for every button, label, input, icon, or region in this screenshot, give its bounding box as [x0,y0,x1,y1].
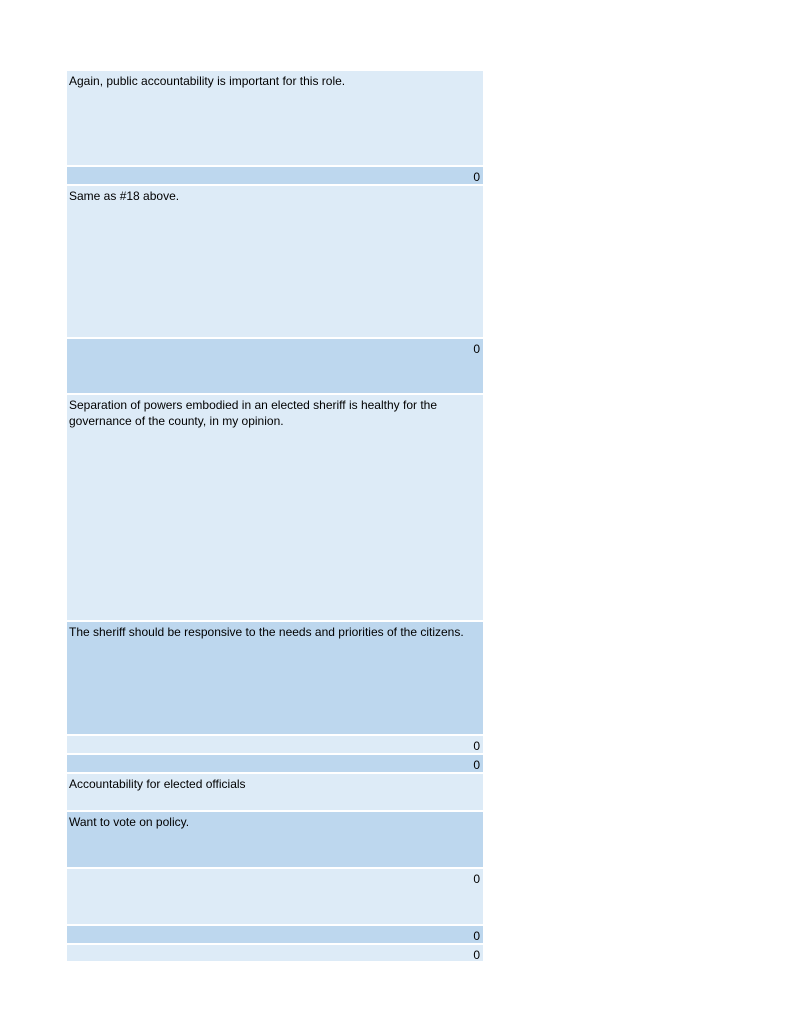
cell-row-11: 0 [67,869,483,926]
cell-row-6: The sheriff should be responsive to the needs and priorities of the citizens. [67,622,483,736]
cell-row-1: Again, public accountability is important for this role. [67,71,483,167]
cell-row-4: 0 [67,339,483,395]
cell-row-10: Want to vote on policy. [67,812,483,869]
cell-row-5: Separation of powers embodied in an elected sheriff is healthy for the governance of the county, in my opinion. [67,395,483,622]
cell-row-12: 0 [67,926,483,945]
cell-row-3: Same as #18 above. [67,186,483,339]
spreadsheet-column [67,71,483,963]
cell-row-2: 0 [67,167,483,186]
cell-row-8: 0 [67,755,483,774]
cell-row-9: Accountability for elected officials [67,774,483,812]
cell-row-7: 0 [67,736,483,755]
cell-row-13: 0 [67,945,483,963]
